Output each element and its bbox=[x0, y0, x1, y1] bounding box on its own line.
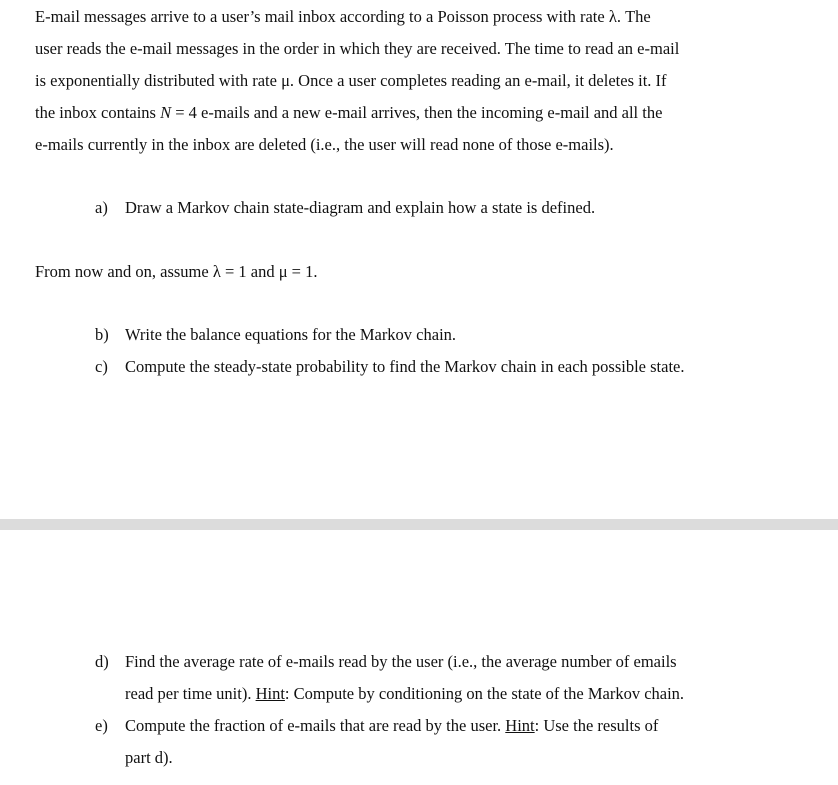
part-e-line-1-start: Compute the fraction of e-mails that are read by the user. bbox=[125, 716, 506, 735]
part-c-text: Compute the steady-state probability to find the Markov chain in each possible state. bbox=[125, 357, 685, 376]
intro-line-4 bbox=[35, 103, 662, 123]
intro-line-4-start: the inbox contains bbox=[35, 103, 161, 122]
part-e-label: e) bbox=[95, 716, 108, 735]
part-d-hint: Hint bbox=[255, 684, 285, 703]
intro-line-4-math: N bbox=[160, 103, 172, 122]
part-d-line-2-end: : Compute by conditioning on the state of the Markov chain. bbox=[284, 684, 685, 703]
part-a-label: a) bbox=[95, 198, 108, 217]
intro-line-4-end: = 4 e-mails and a new e-mail arrives, then the incoming e-mail and all the bbox=[171, 103, 663, 122]
part-e-line-2: part d). bbox=[125, 748, 173, 767]
part-e-line-1-end: : Use the results of bbox=[534, 716, 659, 735]
part-e-hint: Hint bbox=[505, 716, 535, 735]
assumption-text: From now and on, assume λ = 1 and μ = 1. bbox=[35, 262, 318, 281]
part-c-label: c) bbox=[95, 357, 108, 376]
intro-line-2: user reads the e-mail messages in the order in which they are received. The time to read an e-mail bbox=[35, 39, 680, 58]
part-b-label: b) bbox=[95, 325, 109, 344]
part-d-label: d) bbox=[95, 652, 109, 671]
part-e-line-1 bbox=[125, 716, 658, 736]
intro-line-5: e-mails currently in the inbox are deleted (i.e., the user will read none of those e-mails). bbox=[35, 135, 614, 154]
intro-line-3: is exponentially distributed with rate μ. Once a user completes reading an e-mail, it deletes it. If bbox=[35, 71, 667, 90]
intro-line-1: E-mail messages arrive to a user’s mail inbox according to a Poisson process with rate λ. The bbox=[35, 7, 651, 26]
part-d-line-2-start: read per time unit). bbox=[125, 684, 256, 703]
part-b-text: Write the balance equations for the Markov chain. bbox=[125, 325, 457, 344]
part-d-line-2 bbox=[125, 684, 684, 704]
part-d-line-1: Find the average rate of e-mails read by the user (i.e., the average number of emails bbox=[125, 652, 677, 671]
part-a-text: Draw a Markov chain state-diagram and explain how a state is defined. bbox=[125, 198, 596, 217]
page-divider bbox=[0, 519, 838, 530]
